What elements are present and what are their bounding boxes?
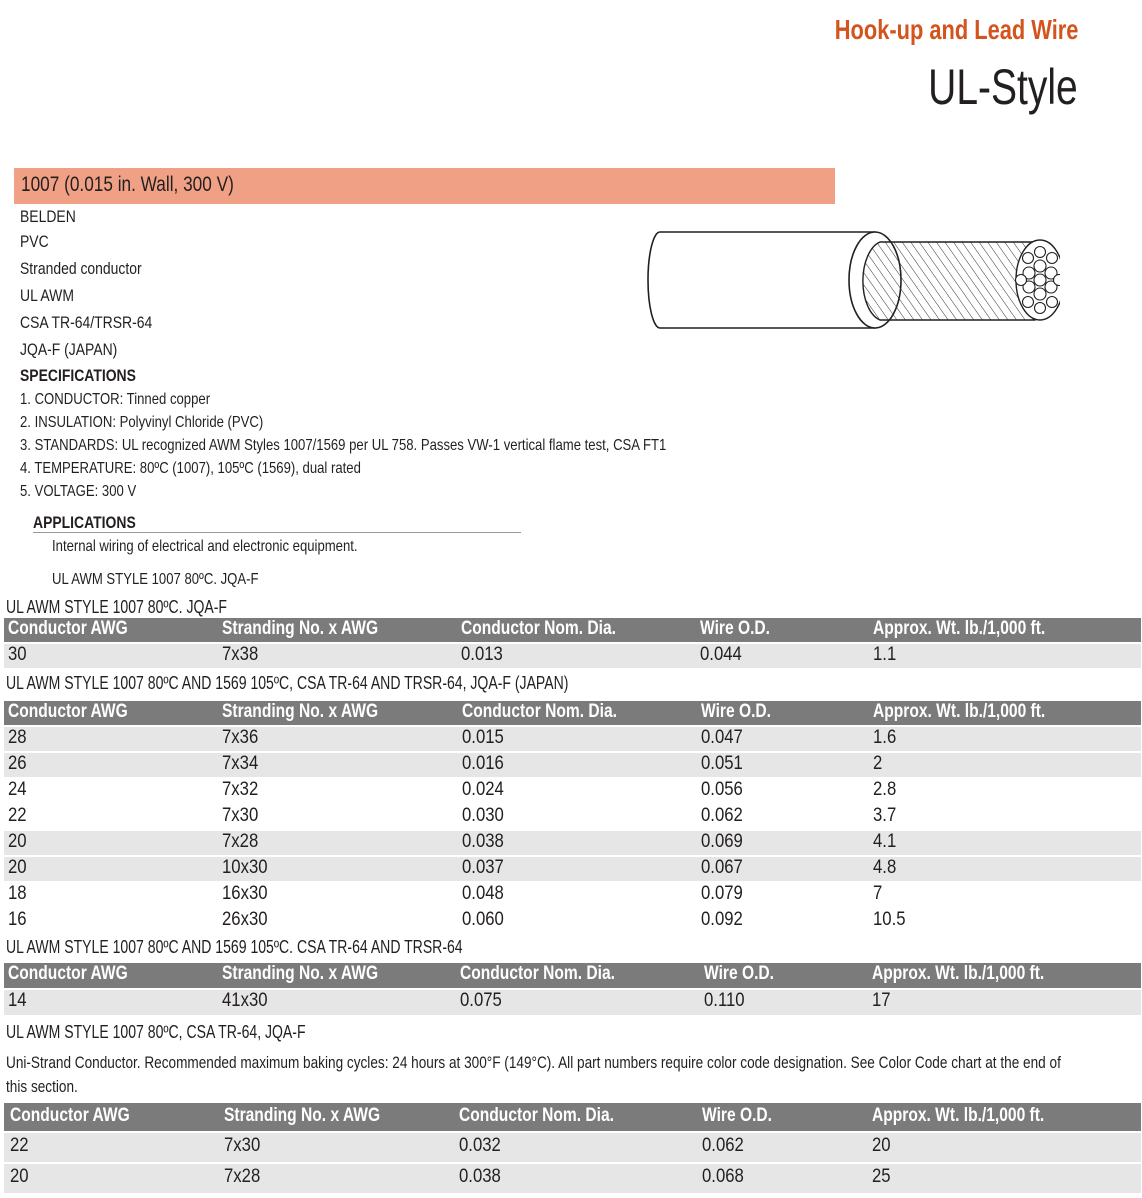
spec-item: 5. VOLTAGE: 300 V bbox=[20, 483, 137, 500]
cell-nom-dia: 0.075 bbox=[460, 990, 502, 1011]
column-header: Conductor AWG bbox=[8, 618, 128, 639]
table-row bbox=[4, 1133, 1141, 1162]
cell-nom-dia: 0.048 bbox=[462, 883, 504, 904]
cell-wire-od: 0.062 bbox=[702, 1135, 744, 1156]
column-header: Stranding No. x AWG bbox=[222, 963, 379, 984]
cell-weight: 20 bbox=[872, 1135, 891, 1156]
column-header: Wire O.D. bbox=[704, 963, 774, 984]
cell-awg: 24 bbox=[8, 779, 27, 800]
cell-stranding: 7x34 bbox=[222, 753, 259, 774]
cell-wire-od: 0.047 bbox=[701, 727, 743, 748]
cell-awg: 22 bbox=[8, 805, 27, 826]
cell-stranding: 7x38 bbox=[222, 644, 259, 665]
table-title: UL AWM STYLE 1007 80ºC. JQA-F bbox=[6, 597, 228, 617]
column-header: Stranding No. x AWG bbox=[222, 618, 379, 639]
column-header: Approx. Wt. lb./1,000 ft. bbox=[872, 963, 1045, 984]
strand-ends bbox=[1016, 247, 1061, 314]
column-header: Conductor Nom. Dia. bbox=[462, 701, 617, 722]
spec-item: 3. STANDARDS: UL recognized AWM Styles 1007/1569 per UL 758. Passes VW-1 vertical flame test, CSA FT1 bbox=[20, 437, 667, 454]
applications-divider bbox=[33, 532, 521, 533]
cell-stranding: 16x30 bbox=[222, 883, 268, 904]
table-row bbox=[4, 779, 1141, 803]
cell-nom-dia: 0.030 bbox=[462, 805, 504, 826]
attribute-conductor: Stranded conductor bbox=[20, 259, 142, 278]
table-title: UL AWM STYLE 1007 80ºC AND 1569 105ºC, CSA TR-64 AND TRSR-64, JQA-F (JAPAN) bbox=[6, 673, 569, 693]
specifications-heading: SPECIFICATIONS bbox=[20, 366, 136, 385]
cell-awg: 18 bbox=[8, 883, 27, 904]
column-header: Stranding No. x AWG bbox=[222, 701, 379, 722]
table-row bbox=[4, 831, 1141, 855]
cell-weight: 7 bbox=[873, 883, 883, 904]
table-note: Uni-Strand Conductor. Recommended maximum baking cycles: 24 hours at 300°F (149°C). All part numbers require color code designation. See Color Code chart at the end of bbox=[6, 1053, 1061, 1072]
column-header: Wire O.D. bbox=[700, 618, 770, 639]
cell-nom-dia: 0.038 bbox=[459, 1166, 501, 1187]
table-row bbox=[4, 857, 1141, 881]
cell-wire-od: 0.092 bbox=[701, 909, 743, 930]
table-header-row bbox=[4, 618, 1141, 642]
cell-nom-dia: 0.013 bbox=[461, 644, 503, 665]
cell-wire-od: 0.110 bbox=[704, 990, 745, 1011]
cell-stranding: 7x28 bbox=[222, 831, 259, 852]
cell-awg: 30 bbox=[8, 644, 27, 665]
cell-nom-dia: 0.015 bbox=[462, 727, 504, 748]
cell-awg: 16 bbox=[8, 909, 27, 930]
cell-weight: 2 bbox=[873, 753, 883, 774]
cell-weight: 2.8 bbox=[873, 779, 897, 800]
cell-awg: 20 bbox=[8, 831, 27, 852]
cell-nom-dia: 0.016 bbox=[462, 753, 504, 774]
table-row bbox=[4, 1164, 1141, 1193]
cell-awg: 20 bbox=[8, 857, 27, 878]
cell-weight: 4.1 bbox=[873, 831, 897, 852]
table-header-row bbox=[4, 963, 1141, 988]
cell-wire-od: 0.079 bbox=[701, 883, 743, 904]
cell-wire-od: 0.056 bbox=[701, 779, 743, 800]
column-header: Approx. Wt. lb./1,000 ft. bbox=[873, 618, 1046, 639]
cell-wire-od: 0.062 bbox=[701, 805, 743, 826]
applications-style-line: UL AWM STYLE 1007 80ºC. JQA-F bbox=[52, 571, 259, 588]
cell-nom-dia: 0.037 bbox=[462, 857, 504, 878]
column-header: Conductor Nom. Dia. bbox=[461, 618, 616, 639]
cell-weight: 3.7 bbox=[873, 805, 897, 826]
applications-text: Internal wiring of electrical and electronic equipment. bbox=[52, 538, 358, 555]
cell-stranding: 41x30 bbox=[222, 990, 268, 1011]
table-note-continued: this section. bbox=[6, 1077, 78, 1096]
column-header: Approx. Wt. lb./1,000 ft. bbox=[872, 1105, 1045, 1126]
page-title: UL-Style bbox=[928, 59, 1078, 115]
cell-awg: 26 bbox=[8, 753, 27, 774]
column-header: Conductor AWG bbox=[10, 1105, 130, 1126]
cell-awg: 20 bbox=[10, 1166, 29, 1187]
cell-weight: 17 bbox=[872, 990, 891, 1011]
cell-stranding: 7x30 bbox=[222, 805, 259, 826]
column-header: Approx. Wt. lb./1,000 ft. bbox=[873, 701, 1046, 722]
cell-weight: 10.5 bbox=[873, 909, 906, 930]
column-header: Conductor AWG bbox=[8, 701, 128, 722]
cell-wire-od: 0.044 bbox=[700, 644, 742, 665]
applications-heading: APPLICATIONS bbox=[33, 513, 136, 532]
cell-stranding: 7x30 bbox=[224, 1135, 261, 1156]
cell-wire-od: 0.067 bbox=[701, 857, 743, 878]
attribute-jqa: JQA-F (JAPAN) bbox=[20, 340, 118, 359]
cell-nom-dia: 0.024 bbox=[462, 779, 504, 800]
attribute-brand: BELDEN bbox=[20, 207, 76, 226]
cell-stranding: 7x32 bbox=[222, 779, 259, 800]
table-row bbox=[4, 753, 1141, 777]
spec-item: 2. INSULATION: Polyvinyl Chloride (PVC) bbox=[20, 414, 264, 431]
cell-nom-dia: 0.032 bbox=[459, 1135, 501, 1156]
cell-awg: 14 bbox=[8, 990, 27, 1011]
column-header: Wire O.D. bbox=[701, 701, 771, 722]
cell-wire-od: 0.068 bbox=[702, 1166, 744, 1187]
table-row bbox=[4, 727, 1141, 751]
cell-stranding: 26x30 bbox=[222, 909, 268, 930]
table-row bbox=[4, 909, 1141, 933]
cell-stranding: 10x30 bbox=[222, 857, 268, 878]
wire-illustration bbox=[640, 222, 1060, 334]
cell-stranding: 7x36 bbox=[222, 727, 259, 748]
product-title-bar bbox=[14, 168, 835, 204]
column-header: Conductor Nom. Dia. bbox=[460, 963, 615, 984]
cell-nom-dia: 0.060 bbox=[462, 909, 504, 930]
cell-weight: 25 bbox=[872, 1166, 891, 1187]
table-header-row bbox=[4, 1103, 1141, 1131]
cell-nom-dia: 0.038 bbox=[462, 831, 504, 852]
table-row bbox=[4, 805, 1141, 829]
attribute-csa: CSA TR-64/TRSR-64 bbox=[20, 313, 153, 332]
cell-stranding: 7x28 bbox=[224, 1166, 261, 1187]
table-header-row bbox=[4, 701, 1141, 725]
attribute-material: PVC bbox=[20, 232, 49, 251]
cell-awg: 22 bbox=[10, 1135, 29, 1156]
product-title: 1007 (0.015 in. Wall, 300 V) bbox=[21, 173, 234, 196]
cell-weight: 4.8 bbox=[873, 857, 897, 878]
table-row bbox=[4, 883, 1141, 907]
table-title: UL AWM STYLE 1007 80ºC AND 1569 105ºC. CSA TR-64 AND TRSR-64 bbox=[6, 937, 463, 957]
column-header: Conductor Nom. Dia. bbox=[459, 1105, 614, 1126]
attribute-ul: UL AWM bbox=[20, 286, 74, 305]
column-header: Stranding No. x AWG bbox=[224, 1105, 381, 1126]
column-header: Wire O.D. bbox=[702, 1105, 772, 1126]
spec-item: 4. TEMPERATURE: 80ºC (1007), 105ºC (1569), dual rated bbox=[20, 460, 361, 477]
table-title: UL AWM STYLE 1007 80ºC, CSA TR-64, JQA-F bbox=[6, 1022, 306, 1042]
column-header: Conductor AWG bbox=[8, 963, 128, 984]
category-title: Hook-up and Lead Wire bbox=[834, 14, 1078, 45]
table-row bbox=[4, 990, 1141, 1015]
table-row bbox=[4, 644, 1141, 668]
cell-wire-od: 0.069 bbox=[701, 831, 743, 852]
cell-awg: 28 bbox=[8, 727, 27, 748]
cell-weight: 1.6 bbox=[873, 727, 897, 748]
spec-item: 1. CONDUCTOR: Tinned copper bbox=[20, 391, 211, 408]
cell-wire-od: 0.051 bbox=[701, 753, 743, 774]
cell-weight: 1.1 bbox=[873, 644, 897, 665]
